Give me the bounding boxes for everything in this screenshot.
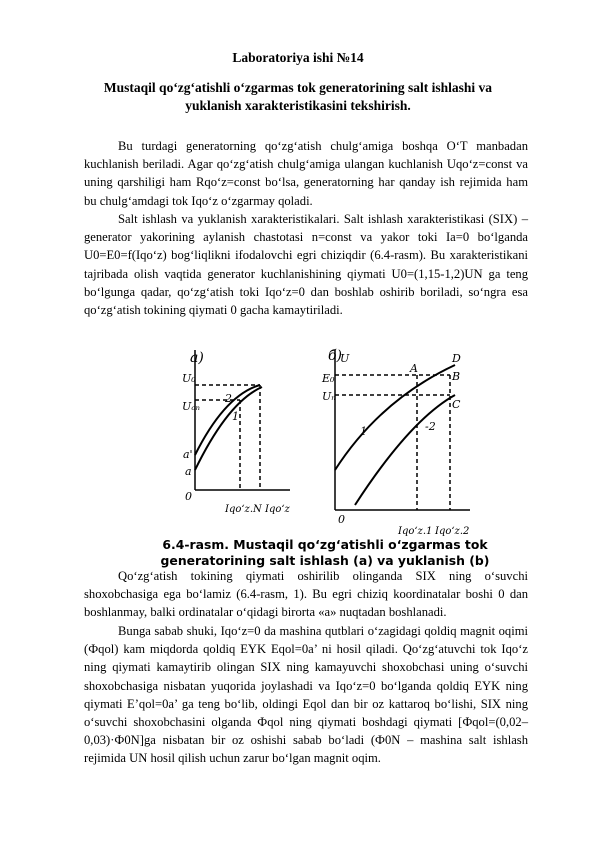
label-u0: U₀ <box>182 372 196 385</box>
figure-6-4 <box>180 340 470 540</box>
paragraph-3-text: Qo‘zg‘atish tokining qiymati oshirilib olinganda SIX ning o‘suvchi shoxobchasiga ega bo‘lamiz (6.4-rasm, 1). Bu egri chiziq koordinatalar boshi 0 dan boshlanmay, balki ordinatalar o‘qidagi birorta «a» nuqtadan boshlanadi. <box>84 569 528 620</box>
label-origin-b: 0 <box>338 513 345 526</box>
label-point-b: B <box>452 370 461 383</box>
paragraph-4 <box>84 622 528 768</box>
panel-b-title: б) <box>328 348 343 364</box>
figure-caption: 6.4-rasm. Mustaqil qo‘zg‘atishli o‘zgarmas tok generatorining salt ishlash (a) va yuklanish (b) <box>160 537 490 568</box>
label-iqoz-2: Iqo‘z.2 <box>435 526 470 537</box>
paragraph-1 <box>84 137 528 210</box>
figure-panel-a <box>195 350 290 490</box>
label-iqoz-n: Iqo‘z.N <box>225 504 262 515</box>
paragraph-4-text: Bunga sabab shuki, Iqo‘z=0 da mashina qutblari o‘zagidagi qoldiq magnit oqimi (Фqol) kam miqdorda qoldiq EYK Eqol=0a’ ni hosil qiladi. Qo‘zg‘atuvchi tok Iqo‘z ning qiymati kamaytirib olingan SIX ning kamayuvchi shoxobchasi uning o‘suvchi shoxobchasiga nisbatan yuqorida joylashadi va Iqo‘z=0 bo‘lganda qoldiq EYK ning qiymati E’qol=0a’ ga teng bo‘lib, oldingi Eqol dan bir oz kattaroq bo‘lishi, SIX ning o‘suvchi shoxobchasini olganda Фqol ning qiymati boshdagi qiymati [Фqol=(0,02– 0,03)·Ф0N]ga nisbatan bir oz oshishi sabab bo‘ladi (Ф0N – mashina salt ishlash rejimida UN hosil qilish uchun zarur bo‘lgan magnit oqim. <box>84 624 528 766</box>
label-curve-2b: -2 <box>425 420 436 433</box>
label-iqoz: Iqo‘z <box>265 504 290 515</box>
label-curve-2: 2 <box>225 392 232 405</box>
paragraph-3 <box>84 567 528 622</box>
panel-a-title: a) <box>190 350 204 366</box>
label-u: U <box>340 352 350 365</box>
label-uon: Uₒₙ <box>182 400 200 413</box>
label-point-c: C <box>452 398 461 411</box>
label-a-prime: a' <box>183 448 193 461</box>
label-a: a <box>185 465 192 478</box>
label-curve-1b: 1 <box>360 425 367 438</box>
page-subtitle: Mustaqil qo‘zg‘atishli o‘zgarmas tok generatorining salt ishlashi va yuklanish xarakteristikasini tekshirish. <box>103 80 493 113</box>
page-title: Laboratoriya ishi №14 <box>232 50 364 65</box>
label-point-d: D <box>452 352 461 365</box>
paragraph-2-text: Salt ishlash va yuklanish xarakteristikalari. Salt ishlash xarakteristikasi (SIX) – generator yakorining aylanish chastotasi n=const va yakor toki Ia=0 bo‘lganda U0=E0=f(Iqo‘z) bog‘liqlikni ifodalovchi egri chiziqdir (6.4-rasm). Bu xarakteristikani tajribada olish vaqtida generator kuchlanishining qiymati U0=(1,15-1,2)UN ga teng bo‘lgunga qadar, qo‘zg‘atish toki Iqo‘z=0 dan boshlab oshirib boriladi, so‘ngra esa qo‘zg‘atish tokining qiymati 0 gacha kamaytiriladi. <box>84 212 528 318</box>
label-un: Uₙ <box>322 390 336 403</box>
paragraph-2 <box>84 210 528 319</box>
label-e0: E₀ <box>322 372 335 385</box>
figure-panel-b <box>335 350 470 510</box>
label-curve-1: 1 <box>232 410 239 423</box>
label-origin-a: 0 <box>185 490 192 503</box>
paragraph-1-text: Bu turdagi generatorning qo‘zg‘atish chulg‘amiga boshqa O‘T manbadan kuchlanish beriladi. Agar qo‘zg‘atish chulg‘amiga ulangan kuchlanish Uqo‘z=const va uning qarshiligi ham Rqo‘z=const bo‘lsa, generatorning har qanday ish rejimida ham bu chulg‘amdagi tok Iqo‘z o‘zgarmay qoladi. <box>84 139 528 208</box>
label-iqoz-1: Iqo‘z.1 <box>398 526 433 537</box>
label-point-a: A <box>410 362 418 375</box>
